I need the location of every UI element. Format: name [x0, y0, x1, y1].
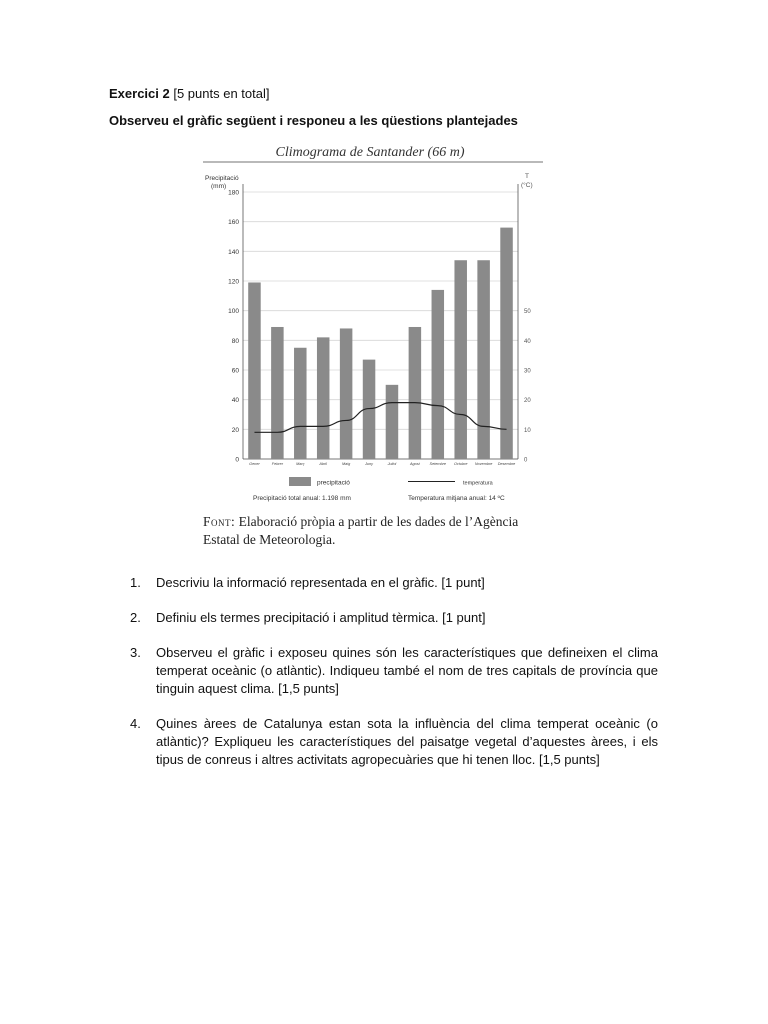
- question-item: [130, 574, 658, 592]
- temperature-line: [254, 403, 506, 433]
- source-prefix: Font:: [203, 514, 236, 529]
- question-list: [130, 574, 658, 786]
- x-tick-label: Octubre: [453, 462, 468, 466]
- x-tick-label: Agost: [410, 462, 420, 466]
- precipitation-bar: [294, 348, 307, 459]
- x-tick-label: Març: [296, 462, 305, 466]
- question-item: [130, 609, 658, 627]
- precipitation-bar: [340, 328, 353, 459]
- y2-axis-label: T: [525, 173, 529, 180]
- y-axis-unit: (mm): [211, 183, 227, 190]
- x-tick-label: Abril: [319, 462, 328, 466]
- precipitation-bar: [500, 228, 512, 459]
- x-tick-label: Desembre: [497, 462, 516, 466]
- exercise-instruction: Observeu el gràfic següent i responeu a les qüestions plantejades: [109, 113, 518, 128]
- question-number: 2.: [130, 610, 141, 625]
- source-text: Elaboració pròpia a partir de les dades de l’Agència Estatal de Meteorologia.: [203, 514, 519, 547]
- y2-axis-unit: (°C): [521, 182, 533, 189]
- y-tick-label: 100: [228, 308, 239, 316]
- y2-tick-label: 20: [524, 398, 531, 405]
- question-number: 1.: [130, 575, 141, 590]
- question-text: Descriviu la informació representada en el gràfic. [1 punt]: [156, 575, 485, 590]
- x-tick-label: Setembre: [429, 462, 447, 466]
- precipitation-bar: [386, 385, 399, 459]
- precipitation-bar: [454, 260, 467, 459]
- chart-footer-precipitation: Precipitació total anual: 1.198 mm: [253, 495, 351, 502]
- y-tick-label: 20: [231, 426, 239, 434]
- x-tick-label: Juliol: [387, 462, 397, 466]
- precipitation-bar: [317, 337, 330, 459]
- question-text: Definiu els termes precipitació i amplitud tèrmica. [1 punt]: [156, 610, 486, 625]
- climograph-figure: [203, 140, 543, 550]
- y-tick-label: 120: [228, 278, 239, 286]
- precipitation-bar: [432, 290, 445, 459]
- chart-title: Climograma de Santander (66 m): [275, 145, 465, 160]
- x-tick-label: Gener: [249, 462, 260, 466]
- x-tick-label: Febrer: [271, 462, 283, 466]
- exercise-points: [5 punts en total]: [173, 86, 270, 101]
- y-tick-label: 80: [231, 337, 239, 345]
- climograph-chart: [203, 140, 543, 510]
- y-tick-label: 40: [231, 397, 239, 405]
- y-tick-label: 60: [231, 367, 239, 375]
- question-item: [130, 715, 658, 769]
- y-tick-label: 180: [228, 189, 239, 197]
- legend-label-temperature: temperatura: [463, 480, 493, 487]
- y-tick-label: 0: [235, 456, 239, 464]
- chart-footer-temperature: Temperatura mitjana anual: 14 ºC: [408, 495, 505, 502]
- question-text: Quines àrees de Catalunya estan sota la influència del clima temperat oceànic (o atlàntic)? Expliqueu les característiques del paisatge vegetal d’aquestes àrees, i els tipus de conreus i altres activitats agropecuàries que hi tenen lloc. [1,5 punts]: [156, 716, 658, 767]
- legend-label-precipitation: precipitació: [317, 479, 350, 487]
- x-tick-label: Maig: [342, 462, 351, 466]
- x-tick-label: Novembre: [474, 462, 493, 466]
- precipitation-bar: [477, 260, 490, 459]
- x-tick-label: Juny: [365, 462, 374, 466]
- y-tick-label: 160: [228, 219, 239, 227]
- exercise-number: Exercici 2: [109, 86, 170, 101]
- question-number: 4.: [130, 716, 141, 731]
- y-tick-label: 140: [228, 248, 239, 256]
- exercise-title: [109, 86, 269, 101]
- legend-swatch-precipitation: [289, 477, 311, 486]
- y-axis-label: Precipitació: [205, 175, 239, 182]
- question-item: [130, 644, 658, 698]
- y2-tick-label: 0: [524, 457, 528, 464]
- y2-tick-label: 10: [524, 427, 531, 434]
- precipitation-bar: [271, 327, 284, 459]
- y2-tick-label: 30: [524, 368, 531, 375]
- precipitation-bar: [409, 327, 422, 459]
- question-number: 3.: [130, 645, 141, 660]
- question-text: Observeu el gràfic i exposeu quines són les característiques que defineixen el clima temperat oceànic (o atlàntic). Indiqueu també el nom de tres capitals de província que tinguin aquest clima. [1,5 punts]: [156, 645, 658, 696]
- y2-tick-label: 50: [524, 309, 531, 316]
- figure-source: [203, 513, 548, 549]
- y2-tick-label: 40: [524, 338, 531, 345]
